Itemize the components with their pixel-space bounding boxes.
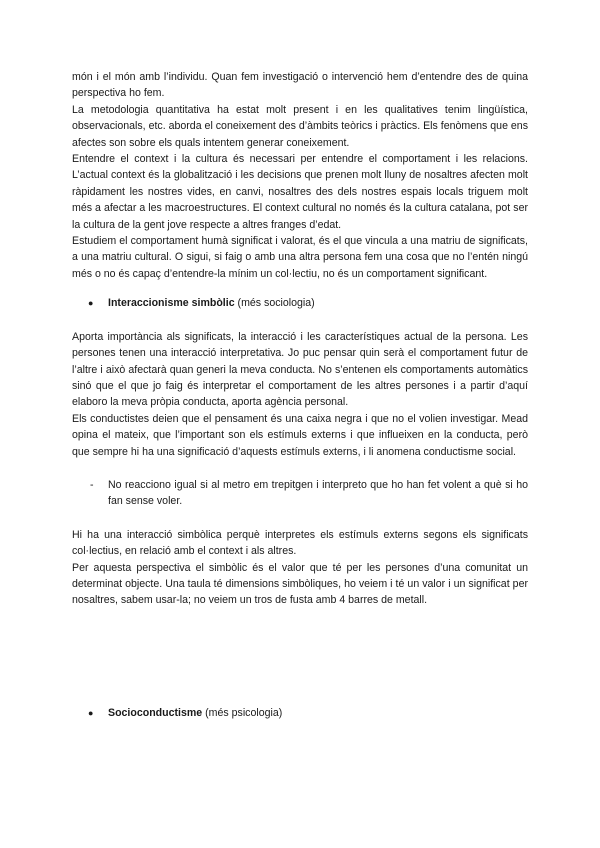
paragraph: Hi ha una interacció simbòlica perquè interpretes els estímuls externs segons els significats col·lectius, en relació amb el context i als altres. bbox=[72, 528, 528, 558]
section-title: Interaccionisme simbòlic bbox=[108, 297, 235, 310]
section-title: Socioconductisme bbox=[108, 706, 203, 719]
paragraph: La metodologia quantitativa ha estat molt present i en les qualitatives tenim lingüística, observacionals, etc. aborda el coneixement des d’àmbits teòrics i pràctics. Els fenòmens que ens afectes son sobre els quals intentem generar coneixement. bbox=[72, 103, 528, 149]
paragraph: Aporta importància als significats, la interacció i les característiques actual de la persona. Les persones tenen una interacció interpretativa. Jo puc pensar quin serà el comportament futur de l’altre i això afectarà quan generi la meva conducta. No s’entenen els comportaments automàtics sinó que el que jo faig és interpretar el comportament de les altres persones i a partir d’aquí elaboro la meva pròpia conducta, aporta agència personal. bbox=[72, 330, 528, 409]
section-heading-socioconductisme bbox=[88, 705, 528, 721]
dash-item-text: No reacciono igual si al metro em trepitgen i interpreto que ho han fet volent a què si ho fan sense voler. bbox=[108, 478, 528, 508]
section-subtitle: (més psicologia) bbox=[205, 706, 283, 719]
dash-mark: - bbox=[90, 478, 94, 491]
dash-list-item bbox=[90, 477, 528, 510]
section-subtitle: (més sociologia) bbox=[237, 297, 315, 310]
paragraph: Estudiem el comportament humà significat i valorat, és el que vincula a una matriu de significats, a una matriu cultural. O sigui, si faig o amb una altra persona fem una cosa que no l’entén ningú més o no és capaç d’entendre-la mínim un col·lectiu, no és un comportament significant. bbox=[72, 235, 528, 280]
paragraph: món i el món amb l’individu. Quan fem investigació o intervenció hem d’entendre des de quina perspectiva ho fem. bbox=[72, 71, 528, 100]
document-page bbox=[72, 69, 528, 721]
paragraph: Entendre el context i la cultura és necessari per entendre el comportament i les relacions. L’actual context és la globalització i les decisions que prenen molt lluny de nosaltres afecten molt ràpidament les nostres vides, en canvi, nosaltres des dels nostres espais locals triguem molt més a afectar a les macroestructures. El context cultural no només és la cultura catalana, pot ser la cultura de la gent jove respecte a altres franges d’edat. bbox=[72, 153, 528, 231]
paragraph: Per aquesta perspectiva el simbòlic és el valor que té per les persones d’una comunitat un determinat objecte. Una taula té dimensions simbòliques, ho veiem i té un valor i un significat per nosaltres, sabem usar-la; no veiem un tros de fusta amb 4 barres de metall. bbox=[72, 561, 528, 607]
paragraph: Els conductistes deien que el pensament és una caixa negra i que no el volien investigar. Mead opina el mateix, que l’important son els estímuls externs i que influeixen en la conducta, però que sempre hi ha una significació d’aquests estímuls externs, i li anomena conductisme social. bbox=[72, 412, 528, 458]
bullet-icon: ● bbox=[88, 707, 94, 718]
section-heading-interaccionisme bbox=[88, 295, 528, 311]
bullet-icon: ● bbox=[88, 298, 94, 309]
